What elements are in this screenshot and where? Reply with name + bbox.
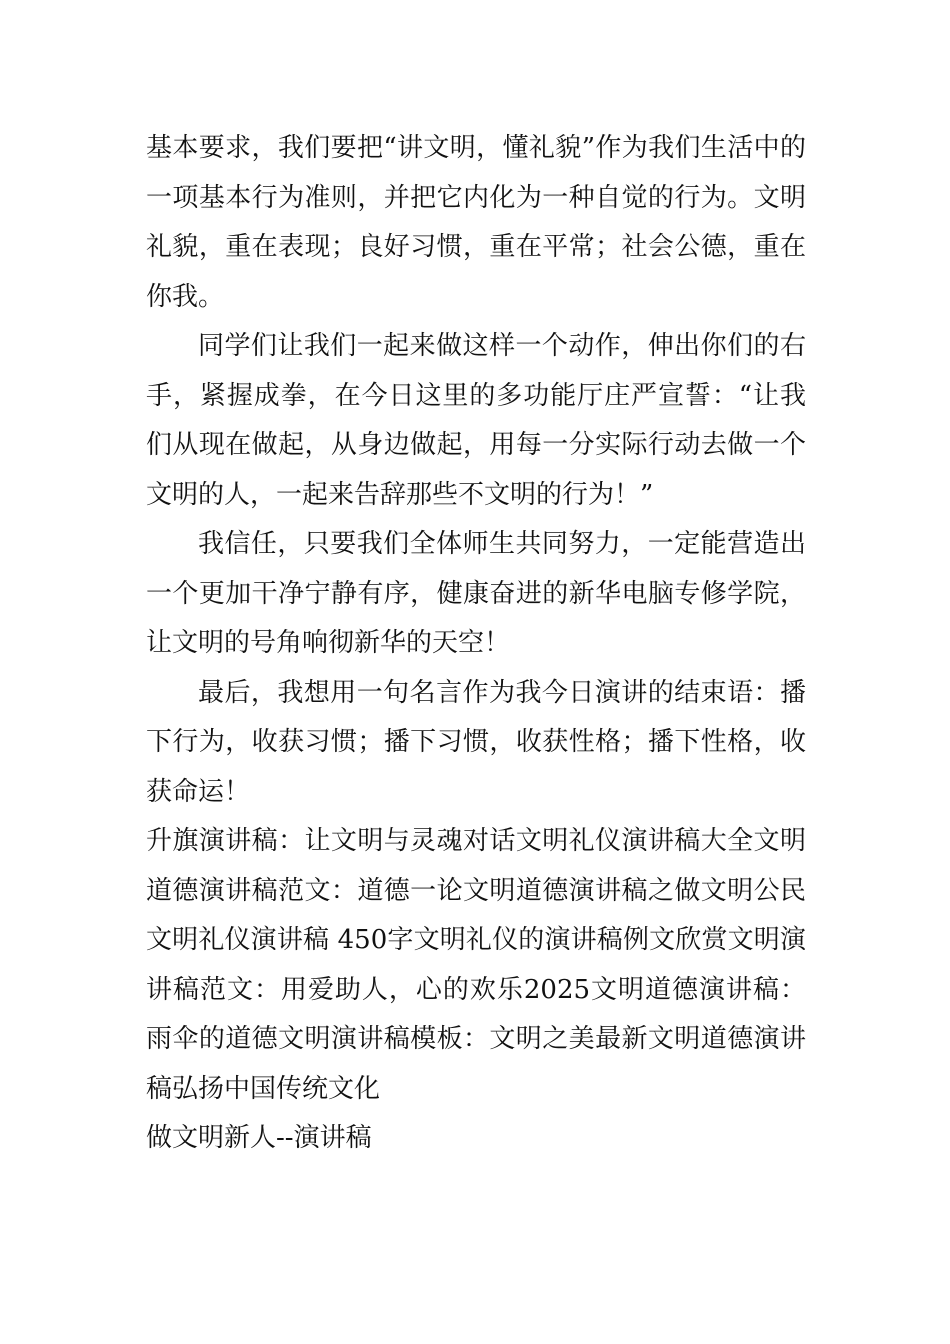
related-link-3[interactable]: 文明道德演讲稿范文：道德一论 [146,826,806,906]
related-link-8[interactable]: 2025文明道德演讲稿：雨伞的道德 [146,974,806,1054]
footer-title: 做文明新人--演讲稿 [146,1123,372,1153]
related-links [146,817,806,1114]
related-link-4[interactable]: 文明道德演讲稿之做文明公民 [463,875,806,906]
related-link-1[interactable]: 升旗演讲稿：让文明与灵魂对话 [146,826,516,856]
related-link-7[interactable]: 文明演讲稿范文：用爱助人，心的欢乐 [146,925,806,1005]
paragraph-1: 基本要求，我们要把“讲文明，懂礼貌”作为我们生活中的一项基本行为准则，并把它内化为一种自觉的行为。文明礼貌，重在表现；良好习惯，重在平常；社会公德，重在你我。 [146,133,806,312]
related-link-10[interactable]: 最新文明道德演讲稿弘扬中国传统文化 [146,1024,806,1104]
document-page [146,124,806,1164]
related-link-6[interactable]: 文明礼仪的演讲稿例文欣赏 [413,925,728,955]
related-link-5[interactable]: 文明礼仪演讲稿 450字 [146,925,414,955]
paragraph-2: 同学们让我们一起来做这样一个动作，伸出你们的右手，紧握成拳，在今日这里的多功能厅庄严宣誓：“让我们从现在做起，从身边做起，用每一分实际行动去做一个文明的人，一起来告辞那些不文明的行为！” [146,331,806,510]
related-link-9[interactable]: 文明演讲稿模板：文明之美 [278,1024,596,1054]
related-link-2[interactable]: 文明礼仪演讲稿大全 [515,826,754,856]
paragraph-3: 我信任，只要我们全体师生共同努力，一定能营造出一个更加干净宁静有序，健康奋进的新华电脑专修学院，让文明的号角响彻新华的天空！ [146,529,806,658]
paragraph-4: 最后，我想用一句名言作为我今日演讲的结束语：播下行为，收获习惯；播下习惯，收获性格；播下性格，收获命运！ [146,677,806,807]
